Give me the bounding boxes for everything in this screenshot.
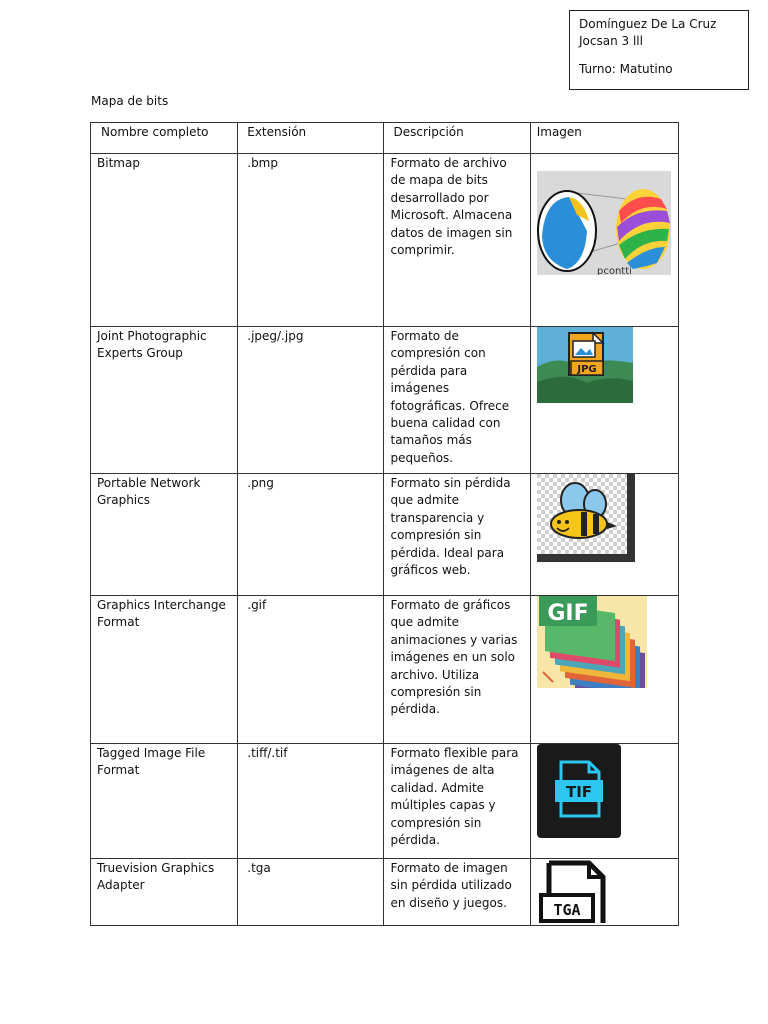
gif-stack-icon: [537, 596, 647, 688]
header-name: Nombre completo: [91, 123, 238, 154]
jpg-file-icon: [537, 327, 633, 403]
bitmap-logo-icon: [537, 171, 671, 275]
format-name: Tagged Image File Format: [91, 744, 238, 859]
table-row: [91, 327, 679, 474]
table-row: [91, 744, 679, 859]
format-description: Formato de imagen sin pérdida utilizado en diseño y juegos.: [384, 859, 530, 926]
format-extension: .tga: [238, 859, 384, 926]
tif-file-icon: [537, 744, 621, 838]
student-name-line1: Domínguez De La Cruz: [579, 17, 717, 31]
format-name: Bitmap: [91, 154, 238, 327]
format-extension: .jpeg/.jpg: [238, 327, 384, 474]
format-image-cell: [530, 596, 678, 744]
tga-file-icon: [537, 859, 611, 923]
gif-label: GIF: [547, 601, 589, 626]
format-extension: .bmp: [238, 154, 384, 327]
format-name: Joint Photographic Experts Group: [91, 327, 238, 474]
tif-label: TIF: [565, 783, 592, 801]
table-row: [91, 596, 679, 744]
format-image-cell: [530, 474, 678, 596]
table-row: [91, 154, 679, 327]
formats-table: [90, 122, 679, 926]
format-description: Formato sin pérdida que admite transparencia y compresión sin pérdida. Ideal para gráficos web.: [384, 474, 530, 596]
format-image-cell: [530, 154, 678, 327]
jpg-label: JPG: [577, 364, 597, 375]
format-extension: .gif: [238, 596, 384, 744]
student-name-line2: Jocsan 3 lll: [579, 34, 643, 48]
svg-text:pcontti: pcontti: [596, 266, 632, 275]
table-row: [91, 474, 679, 596]
format-image-cell: [530, 327, 678, 474]
format-description: Formato de archivo de mapa de bits desarrollado por Microsoft. Almacena datos de imagen sin comprimir.: [384, 154, 530, 327]
format-description: Formato de compresión con pérdida para imágenes fotográficas. Ofrece buena calidad con tamaños más pequeños.: [384, 327, 530, 474]
format-description: Formato flexible para imágenes de alta calidad. Admite múltiples capas y compresión sin pérdida.: [384, 744, 530, 859]
bee-icon: [537, 474, 635, 562]
format-image-cell: [530, 859, 678, 926]
format-image-cell: [530, 744, 678, 859]
header-image: Imagen: [530, 123, 678, 154]
format-name: Portable Network Graphics: [91, 474, 238, 596]
format-extension: .tiff/.tif: [238, 744, 384, 859]
student-shift: Turno: Matutino: [579, 62, 673, 76]
format-name: Graphics Interchange Format: [91, 596, 238, 744]
document-title: Mapa de bits: [91, 94, 169, 108]
table-header-row: [91, 123, 679, 154]
student-info-box: [569, 10, 749, 90]
table-row: [91, 859, 679, 926]
format-extension: .png: [238, 474, 384, 596]
tga-label: TGA: [553, 901, 581, 919]
header-description: Descripción: [384, 123, 530, 154]
format-name: Truevision Graphics Adapter: [91, 859, 238, 926]
header-extension: Extensión: [238, 123, 384, 154]
format-description: Formato de gráficos que admite animaciones y varias imágenes en un solo archivo. Utiliza compresión sin pérdida.: [384, 596, 530, 744]
